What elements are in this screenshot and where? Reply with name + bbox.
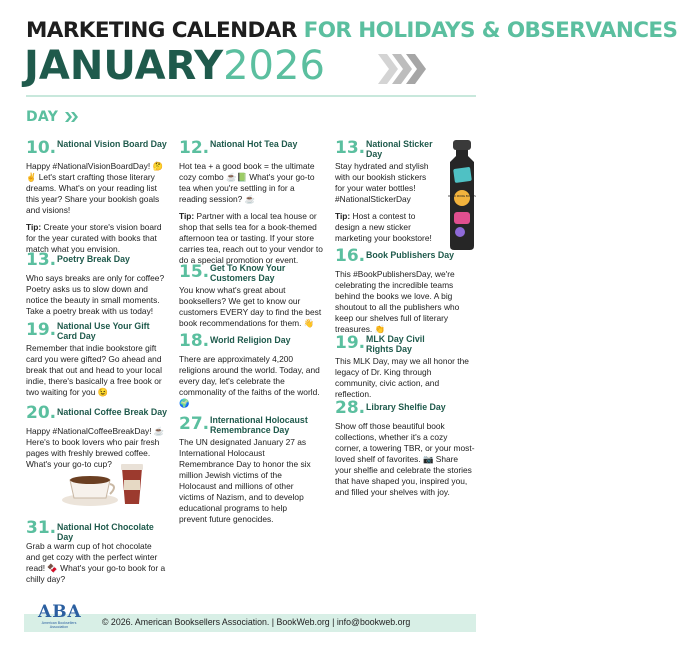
entry-date: 16. (335, 246, 366, 266)
entry-book-publishers-day (335, 246, 475, 335)
entry-date: 20. (26, 403, 57, 423)
water-bottle-illustration (442, 140, 482, 250)
entry-vision-board-day (26, 138, 166, 255)
entry-date: 12. (179, 138, 210, 158)
entry-body: This #BookPublishersDay, we're celebrating the incredible teams behind the books we love. A big shoutout to all the publishers who keep our shelves full of literary treasures. 👏 (335, 269, 460, 334)
tip-label: Tip: (26, 222, 42, 232)
entry-name: World Religion Day (210, 335, 291, 345)
entry-body: Stay hydrated and stylish with our bookish stickers for your water bottles! #NationalStickerDay (335, 161, 429, 204)
entry-body: There are approximately 4,200 religions around the world. Today, and every day, let's celebrate the commonality of the faiths of the world. 🌍 (179, 354, 320, 408)
entry-body: Grab a warm cup of hot chocolate and get cozy with the perfect winter read! 🍫 What's your go-to book for a chilly day? (26, 541, 166, 584)
chevrons-icon (378, 54, 438, 84)
header-divider (26, 95, 476, 97)
entry-date: 18. (179, 331, 210, 351)
entry-name: National Hot Chocolate Day (57, 522, 154, 542)
entry-date: 19. (335, 333, 366, 353)
tip-text: Partner with a local tea house or shop that sells tea for a book-themed afternoon tea or tasting. If your store carries tea, reach out to your vendor to do a special promotion or event. (179, 211, 323, 265)
logo-mark: ABA (38, 602, 82, 622)
footer-bar (24, 614, 476, 632)
small-chevrons-icon (65, 112, 81, 122)
entry-date: 19. (26, 320, 57, 340)
entry-name: National Hot Tea Day (210, 139, 298, 149)
entry-mlk-day (335, 333, 475, 400)
entry-library-shelfie-day (335, 398, 475, 498)
entry-holocaust-remembrance-day (179, 414, 314, 525)
sticker-text: READ MORE BOOKS (448, 194, 476, 198)
month-title (24, 43, 325, 89)
entry-hot-chocolate-day (26, 518, 166, 585)
month-name: JANUARY (24, 43, 224, 89)
entry-name: National Vision Board Day (57, 139, 167, 149)
entry-date: 15. (179, 262, 210, 282)
aba-logo (38, 603, 80, 629)
day-label: DAY (26, 109, 59, 125)
tip-label: Tip: (335, 211, 351, 221)
tip-label: Tip: (179, 211, 195, 221)
coffee-cups-illustration (60, 458, 150, 508)
logo-subtitle: American Booksellers Association (41, 621, 77, 629)
entry-body: Happy #NationalVisionBoardDay! 🤔 ✌️ Let's start crafting those literary dreams. What's on your reading list this year? Share your bookish goals and visions! (26, 161, 163, 215)
entry-body: Hot tea + a good book = the ultimate cozy combo ☕📗 What's your go-to tea when you're settling in for a reading session? ☕ (179, 161, 315, 204)
tip-text: Create your store's vision board for the year curated with books that match what you envision. (26, 222, 162, 254)
entry-name: National Sticker Day (366, 139, 433, 159)
entry-body: Remember that indie bookstore gift card you were gifted? Go ahead and break that out and head to your local indie, there's basically a free book or two waiting for you 😉 (26, 343, 162, 397)
entry-date: 27. (179, 414, 210, 434)
entry-name: Get To Know Your Customers Day (210, 263, 286, 283)
calendar-heading (26, 18, 677, 43)
entry-body: The UN designated January 27 as International Holocaust Remembrance Day to honor the six million Jewish victims of the Holocaust and millions of other victims of Nazism, and to develop educational programs to help prevent future genocides. (179, 437, 311, 524)
year: 2026 (223, 43, 325, 89)
entry-world-religion-day (179, 331, 324, 409)
entry-date: 13. (26, 250, 57, 270)
entry-gift-card-day (26, 320, 166, 398)
entry-body: Show off those beautiful book collections, whether it's a cozy corner, a towering TBR, or your most-loved shelf of favorites. 📷 Share your shelfie and celebrate the stories that have shaped you, inspired you, and filled your shelves with joy. (335, 421, 475, 497)
entry-name: International Holocaust Remembrance Day (210, 415, 308, 435)
entry-name: National Coffee Break Day (57, 407, 167, 417)
entry-know-your-customers-day (179, 262, 324, 329)
entry-hot-tea-day (179, 138, 324, 266)
entry-body: You know what's great about booksellers? We get to know our customers EVERY day to find the best book recommendations for them. 👋 (179, 285, 322, 328)
entry-name: Book Publishers Day (366, 250, 454, 260)
entry-poetry-break-day (26, 250, 166, 317)
heading-marketing-calendar: MARKETING CALENDAR (26, 18, 304, 43)
entry-sticker-day (335, 138, 435, 244)
entry-name: MLK Day Civil Rights Day (366, 334, 425, 354)
entry-date: 10. (26, 138, 57, 158)
entry-date: 13. (335, 138, 366, 158)
footer-text: © 2026. American Booksellers Association. | BookWeb.org | info@bookweb.org (102, 617, 411, 627)
entry-date: 28. (335, 398, 366, 418)
entry-date: 31. (26, 518, 57, 538)
entry-name: Library Shelfie Day (366, 402, 446, 412)
tip-text: Host a contest to design a new sticker marketing your bookstore! (335, 211, 432, 243)
entry-name: Poetry Break Day (57, 254, 130, 264)
entry-body: Who says breaks are only for coffee? Poetry asks us to slow down and notice the beauty in small moments. Take a poetry break with us today! (26, 273, 165, 316)
entry-body: This MLK Day, may we all honor the legacy of Dr. King through community, civic action, and reflection. (335, 356, 469, 399)
entry-body: Happy #NationalCoffeeBreakDay! ☕ Here's to book lovers who pair fresh pages with freshly brewed coffee. What's your go-to cup? (26, 426, 165, 469)
heading-holidays-observances: FOR HOLIDAYS & OBSERVANCES (303, 18, 677, 43)
entry-name: National Use Your Gift Card Day (57, 321, 150, 341)
